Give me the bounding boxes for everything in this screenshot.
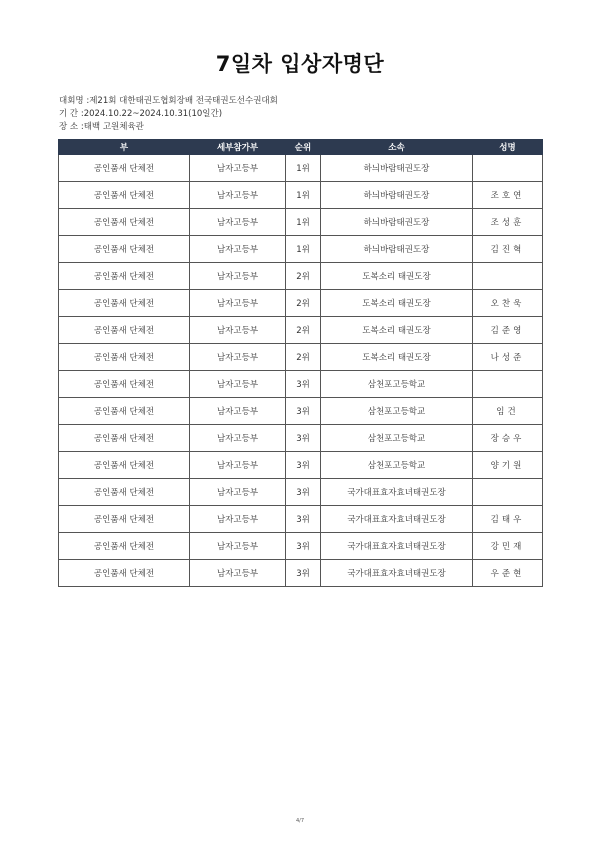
table-row (59, 209, 543, 236)
event-period-label: 기 간 : (59, 109, 84, 119)
sub-division-cell: 남자고등부 (190, 452, 286, 479)
name-cell: 조호연 (473, 182, 543, 209)
sub-division-cell: 남자고등부 (190, 236, 286, 263)
sub-division-cell: 남자고등부 (190, 155, 286, 182)
division-cell: 공인품새 단체전 (59, 290, 190, 317)
division-cell: 공인품새 단체전 (59, 371, 190, 398)
affiliation-cell: 하늬바람태권도장 (321, 236, 473, 263)
sub-division-cell: 남자고등부 (190, 209, 286, 236)
rank-cell: 2위 (286, 317, 321, 344)
rank-cell: 3위 (286, 371, 321, 398)
page-title: 7일차 입상자명단 (215, 52, 385, 76)
division-cell: 공인품새 단체전 (59, 425, 190, 452)
division-cell: 공인품새 단체전 (59, 263, 190, 290)
table-row (59, 560, 543, 587)
table-row (59, 263, 543, 290)
table-row (59, 344, 543, 371)
division-cell: 공인품새 단체전 (59, 317, 190, 344)
name-cell: 김진혁 (473, 236, 543, 263)
table-header-row (59, 140, 543, 155)
event-venue-label: 장 소 : (59, 122, 84, 132)
table-row (59, 479, 543, 506)
affiliation-cell: 하늬바람태권도장 (321, 209, 473, 236)
header-sub-division: 세부참가부 (190, 140, 286, 155)
rank-cell: 3위 (286, 506, 321, 533)
name-cell (473, 155, 543, 182)
rank-cell: 1위 (286, 155, 321, 182)
event-venue-value: 태백 고원체육관 (83, 122, 144, 132)
division-cell: 공인품새 단체전 (59, 344, 190, 371)
table-row (59, 398, 543, 425)
event-name-value: 제21회 대한태권도협회장배 전국태권도선수권대회 (89, 96, 278, 106)
affiliation-cell: 삼천포고등학교 (321, 452, 473, 479)
table-row (59, 155, 543, 182)
name-cell: 조성훈 (473, 209, 543, 236)
table-row (59, 452, 543, 479)
results-table (58, 139, 543, 587)
rank-cell: 1위 (286, 182, 321, 209)
affiliation-cell: 도복소리 태권도장 (321, 344, 473, 371)
affiliation-cell: 도복소리 태권도장 (321, 317, 473, 344)
rank-cell: 3위 (286, 425, 321, 452)
rank-cell: 2위 (286, 344, 321, 371)
event-venue-row (59, 121, 278, 134)
division-cell: 공인품새 단체전 (59, 236, 190, 263)
table-row (59, 236, 543, 263)
name-cell: 임건 (473, 398, 543, 425)
division-cell: 공인품새 단체전 (59, 155, 190, 182)
name-cell: 우준현 (473, 560, 543, 587)
affiliation-cell: 하늬바람태권도장 (321, 182, 473, 209)
event-info (59, 95, 278, 134)
name-cell: 장승우 (473, 425, 543, 452)
name-cell: 나성준 (473, 344, 543, 371)
rank-cell: 3위 (286, 533, 321, 560)
sub-division-cell: 남자고등부 (190, 506, 286, 533)
name-cell (473, 479, 543, 506)
rank-cell: 2위 (286, 290, 321, 317)
affiliation-cell: 국가대표효자효녀태권도장 (321, 479, 473, 506)
sub-division-cell: 남자고등부 (190, 290, 286, 317)
rank-cell: 3위 (286, 398, 321, 425)
affiliation-cell: 국가대표효자효녀태권도장 (321, 560, 473, 587)
division-cell: 공인품새 단체전 (59, 533, 190, 560)
name-cell: 양기원 (473, 452, 543, 479)
sub-division-cell: 남자고등부 (190, 317, 286, 344)
affiliation-cell: 삼천포고등학교 (321, 371, 473, 398)
page-number: 4/7 (295, 818, 305, 824)
division-cell: 공인품새 단체전 (59, 182, 190, 209)
name-cell: 김준영 (473, 317, 543, 344)
event-name-label: 대회명 : (59, 96, 90, 106)
header-rank: 순위 (286, 140, 321, 155)
rank-cell: 3위 (286, 479, 321, 506)
event-period-row (59, 108, 278, 121)
rank-cell: 1위 (286, 236, 321, 263)
header-affiliation: 소속 (321, 140, 473, 155)
event-period-value: 2024.10.22~2024.10.31(10일간) (83, 109, 223, 119)
table-row (59, 506, 543, 533)
name-cell: 오찬욱 (473, 290, 543, 317)
name-cell: 김태우 (473, 506, 543, 533)
sub-division-cell: 남자고등부 (190, 398, 286, 425)
affiliation-cell: 삼천포고등학교 (321, 398, 473, 425)
name-cell (473, 263, 543, 290)
table-row (59, 290, 543, 317)
division-cell: 공인품새 단체전 (59, 506, 190, 533)
affiliation-cell: 삼천포고등학교 (321, 425, 473, 452)
sub-division-cell: 남자고등부 (190, 371, 286, 398)
rank-cell: 2위 (286, 263, 321, 290)
sub-division-cell: 남자고등부 (190, 479, 286, 506)
name-cell (473, 371, 543, 398)
header-division: 부 (59, 140, 190, 155)
rank-cell: 1위 (286, 209, 321, 236)
sub-division-cell: 남자고등부 (190, 560, 286, 587)
table-row (59, 371, 543, 398)
name-cell: 강민재 (473, 533, 543, 560)
division-cell: 공인품새 단체전 (59, 560, 190, 587)
header-name: 성명 (473, 140, 543, 155)
affiliation-cell: 국가대표효자효녀태권도장 (321, 506, 473, 533)
table-row (59, 317, 543, 344)
sub-division-cell: 남자고등부 (190, 533, 286, 560)
affiliation-cell: 도복소리 태권도장 (321, 263, 473, 290)
rank-cell: 3위 (286, 560, 321, 587)
sub-division-cell: 남자고등부 (190, 263, 286, 290)
rank-cell: 3위 (286, 452, 321, 479)
division-cell: 공인품새 단체전 (59, 398, 190, 425)
division-cell: 공인품새 단체전 (59, 452, 190, 479)
event-name-row (59, 95, 278, 108)
division-cell: 공인품새 단체전 (59, 479, 190, 506)
affiliation-cell: 도복소리 태권도장 (321, 290, 473, 317)
affiliation-cell: 하늬바람태권도장 (321, 155, 473, 182)
table-row (59, 425, 543, 452)
affiliation-cell: 국가대표효자효녀태권도장 (321, 533, 473, 560)
sub-division-cell: 남자고등부 (190, 344, 286, 371)
division-cell: 공인품새 단체전 (59, 209, 190, 236)
sub-division-cell: 남자고등부 (190, 425, 286, 452)
table-row (59, 533, 543, 560)
table-row (59, 182, 543, 209)
sub-division-cell: 남자고등부 (190, 182, 286, 209)
